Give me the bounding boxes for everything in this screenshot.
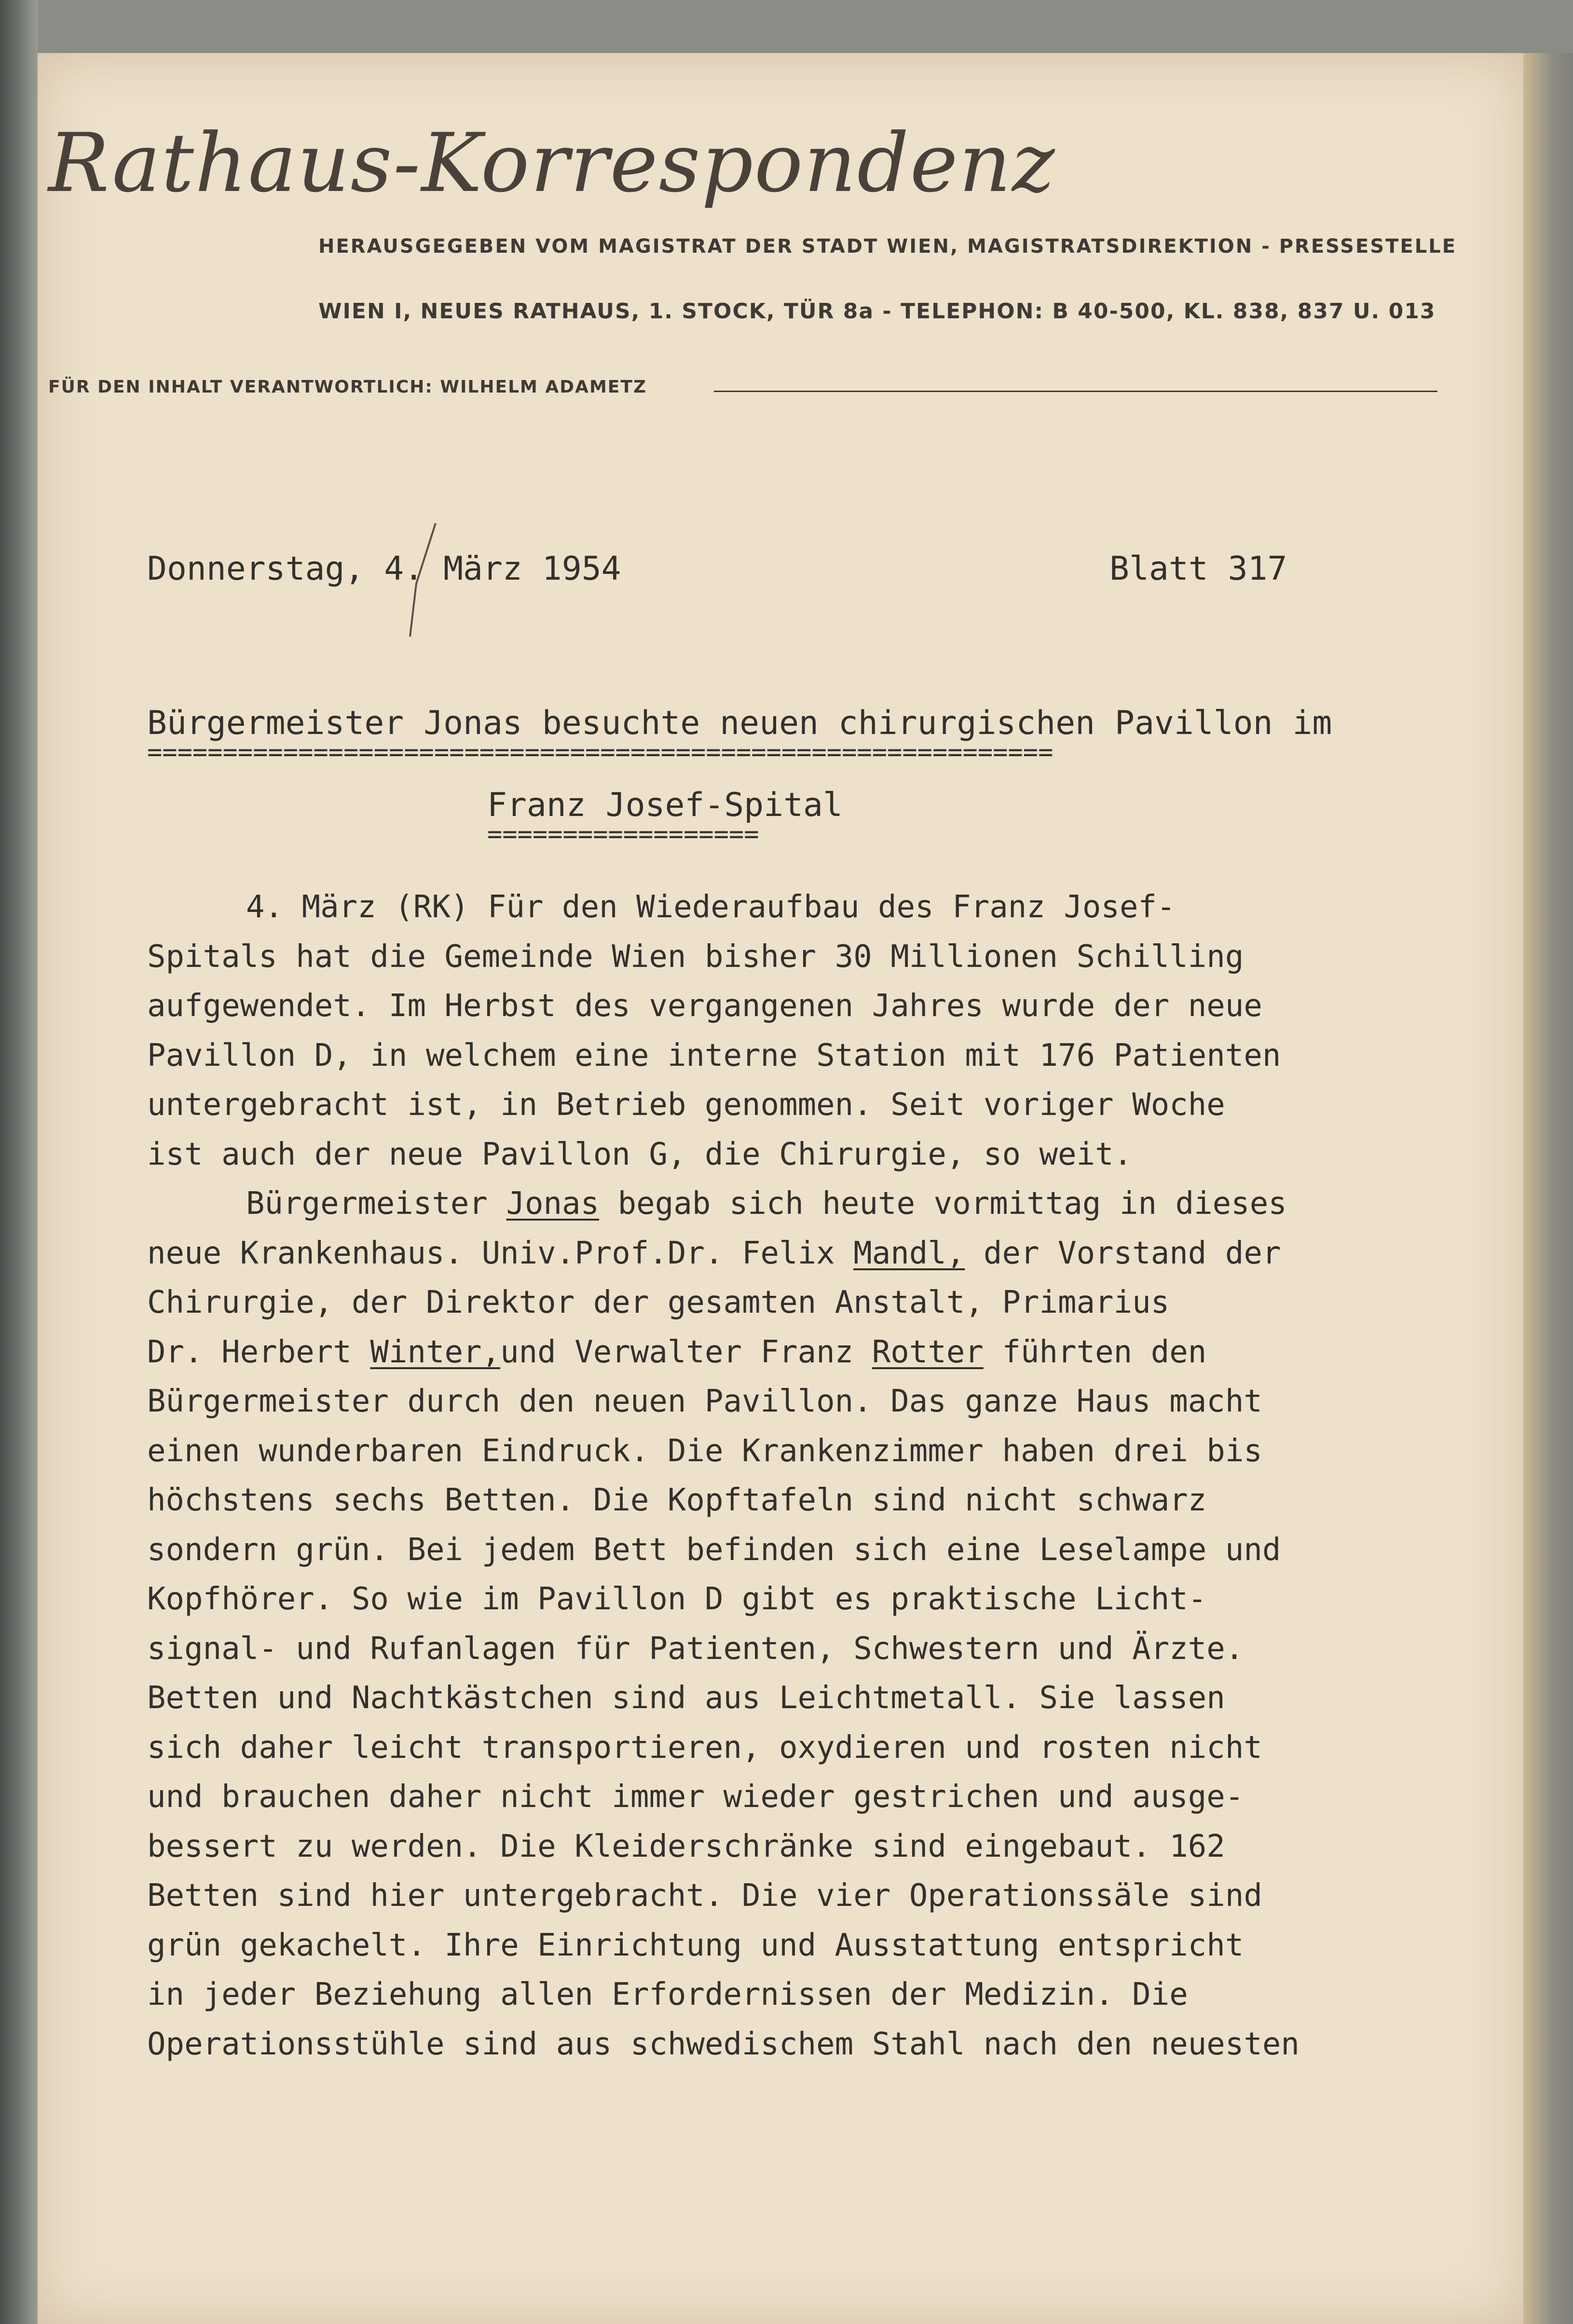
body-line: ist auch der neue Pavillon G, die Chirurgie, so weit. — [147, 1136, 1133, 1172]
book-binding — [0, 0, 38, 2324]
body-text-span: der Vorstand der — [965, 1235, 1281, 1271]
body-text-span: Bürgermeister — [246, 1186, 506, 1222]
headline-rule-1: ============================================================ — [147, 738, 1053, 767]
body-line: Bürgermeister durch den neuen Pavillon. Das ganze Haus macht — [147, 1384, 1262, 1419]
body-line: bessert zu werden. Die Kleiderschränke sind eingebaut. 162 — [147, 1828, 1225, 1864]
masthead-title: Rathaus-Korrespondenz — [48, 116, 1056, 210]
body-line: in jeder Beziehung allen Erfordernissen der Medizin. Die — [147, 1977, 1188, 2012]
body-line: einen wunderbaren Eindruck. Die Krankenzimmer haben drei bis — [147, 1433, 1262, 1469]
body-line: untergebracht ist, in Betrieb genommen. Seit voriger Woche — [147, 1087, 1225, 1123]
body-text-span: begab sich heute vormittag in dieses — [599, 1186, 1287, 1222]
body-line — [147, 1229, 1401, 1278]
responsible-rule — [714, 391, 1437, 392]
body-line: Chirurgie, der Direktor der gesamten Anstalt, Primarius — [147, 1285, 1170, 1320]
body-text-span: und Verwalter Franz — [500, 1334, 872, 1370]
body-line: signal- und Rufanlagen für Patienten, Schwestern und Ärzte. — [147, 1631, 1244, 1667]
body-text-span: Dr. Herbert — [147, 1334, 370, 1370]
body-line: sondern grün. Bei jedem Bett befinden sich eine Leselampe und — [147, 1532, 1281, 1568]
body-text-span: neue Krankenhaus. Univ.Prof.Dr. Felix — [147, 1235, 854, 1271]
responsible-editor: FÜR DEN INHALT VERANTWORTLICH: WILHELM ADAMETZ — [48, 377, 647, 397]
body-line — [147, 1328, 1401, 1377]
underlined-name: Winter, — [370, 1334, 501, 1370]
headline-line-2: Franz Josef-Spital — [487, 786, 843, 824]
body-line: 4. März (RK) Für den Wiederaufbau des Franz Josef- — [246, 889, 1176, 925]
underlined-name: Mandl, — [853, 1235, 965, 1271]
body-text-span: führten den — [983, 1334, 1207, 1370]
body-line: Spitals hat die Gemeinde Wien bisher 30 Millionen Schilling — [147, 938, 1244, 975]
dateline-date: Donnerstag, 4. März 1954 — [147, 550, 621, 588]
publisher-line: HERAUSGEGEBEN VOM MAGISTRAT DER STADT WIEN, MAGISTRATSDIREKTION - PRESSESTELLE — [318, 235, 1457, 258]
body-line: Pavillon D, in welchem eine interne Station mit 176 Patienten — [147, 1037, 1281, 1074]
pen-check-mark — [408, 521, 437, 641]
article-body — [147, 883, 1401, 2069]
body-line — [147, 1179, 1401, 1229]
body-line: höchstens sechs Betten. Die Kopftafeln sind nicht schwarz — [147, 1482, 1207, 1518]
body-line: und brauchen daher nicht immer wieder gestrichen und ausge- — [147, 1779, 1244, 1815]
body-line: Betten und Nachtkästchen sind aus Leichtmetall. Sie lassen — [147, 1680, 1225, 1716]
headline-rule-2: ================== — [487, 820, 759, 849]
body-line: Operationsstühle sind aus schwedischem Stahl nach den neuesten — [147, 2026, 1299, 2062]
sheet-number: Blatt 317 — [1109, 550, 1287, 588]
headline-line-1: Bürgermeister Jonas besuchte neuen chirurgischen Pavillon im — [147, 704, 1332, 742]
body-line: Kopfhörer. So wie im Pavillon D gibt es praktische Licht- — [147, 1581, 1207, 1617]
underlined-name: Jonas — [506, 1186, 600, 1222]
body-line: Betten sind hier untergebracht. Die vier Operationssäle sind — [147, 1878, 1262, 1914]
body-line: grün gekachelt. Ihre Einrichtung und Ausstattung entspricht — [147, 1927, 1244, 1963]
body-line: aufgewendet. Im Herbst des vergangenen Jahres wurde der neue — [147, 988, 1262, 1024]
underlined-name: Rotter — [872, 1334, 984, 1370]
address-line: WIEN I, NEUES RATHAUS, 1. STOCK, TÜR 8a - TELEPHON: B 40-500, KL. 838, 837 U. 013 — [318, 299, 1436, 324]
body-line: sich daher leicht transportieren, oxydieren und rosten nicht — [147, 1729, 1262, 1766]
page-edge — [1523, 53, 1573, 2324]
